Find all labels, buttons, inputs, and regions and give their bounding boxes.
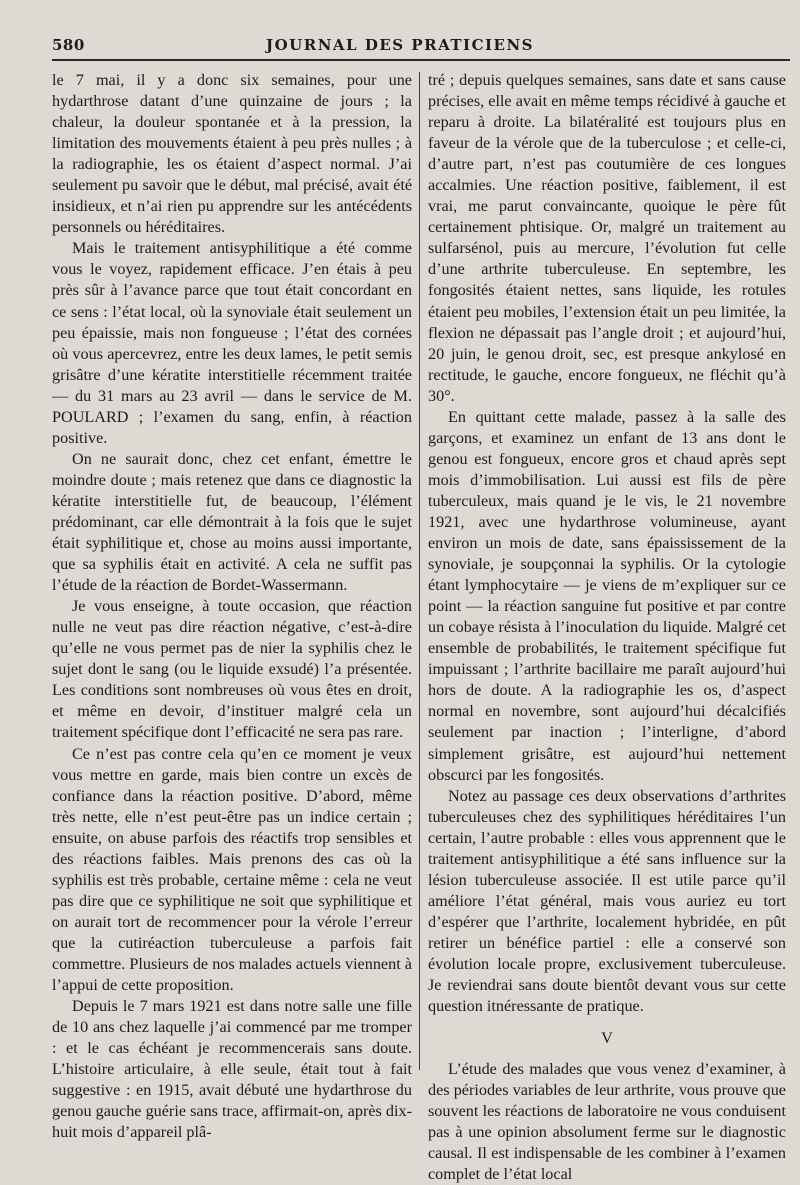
- paragraph: le 7 mai, il y a donc six semaines, pour une hydarthrose datant d’une quinzaine de jours ; la chaleur, la douleur spontanée et à la pression, la limitation des mouvements étaient à peu près nulles ; à la radiographie, les os étaient d’aspect normal. J’ai seulement pu savoir que le début, mal précisé, avait été insidieux, et n’ai rien pu apprendre sur les antécédents personnels ou héréditaires.: [52, 71, 412, 237]
- paragraph: Notez au passage ces deux observations d’arthrites tuberculeuses chez des syphilitiques héréditaires l’un certain, l’autre probable : elles vous apprennent que le traitement antisyphilitique a été sans influence sur la lésion tuberculeuse associée. Il est utile parce qu’il améliore l’état général, mais vous auriez eu tort d’espérer que l’arthrite, localement hybridée, en pût retirer un bénéfice partiel : elle a conservé son évolution locale propre, exclusivement tuberculeuse. Je reviendrai sans doute bientôt devant vous sur cette question itnéressante de pratique.: [428, 786, 786, 1016]
- header-rule: [52, 59, 790, 61]
- paragraph: En quittant cette malade, passez à la salle des garçons, et examinez un enfant de 13 ans dont le genou est fongueux, encore gros et chaud après sept mois d’immobilisation. Lui aussi est fils de père tuberculeux, mais quand je le vis, le 21 novembre 1921, avec une hydarthrose volumineuse, ayant environ un mois de date, sans épaississement de la synoviale, je soupçonnai la syphilis. Or la cytologie étant lymphocytaire — je viens de m’expliquer sur ce point — la réaction sanguine fut positive et par contre un cobaye résista à l’inoculation du liquide. Malgré cet ensemble de probabilités, le traitement spécifique fut impuissant ; l’arthrite bacillaire me paraît aujourd’hui hors de doute. A la radiographie les os, d’aspect normal en novembre, sont aujourd’hui décalcifiés seulement par inaction ; l’interligne, d’abord simplement grisâtre, est aujourd’hui nettement obscurci par les fongosités.: [428, 407, 786, 784]
- running-title: JOURNAL DES PRATICIENS: [266, 36, 534, 54]
- column-divider: [419, 72, 420, 1070]
- section-numeral: V: [601, 1029, 613, 1048]
- paragraph: On ne saurait donc, chez cet enfant, émettre le moindre doute ; mais retenez que dans ce diagnostic la kératite interstitielle fut, de beaucoup, l’élément prédominant, car elle démontrait à la fois que le sujet était syphilitique et, chose au moins aussi importante, que sa syphilis était en activité. A cela ne suffit pas l’étude de la réaction de Bordet-Wassermann.: [52, 449, 412, 595]
- paragraph: Mais le traitement antisyphilitique a été comme vous le voyez, rapidement efficace. J’en étais à peu près sûr à l’avance parce que tout était concordant en ce sens : l’état local, où la synoviale était seulement un peu épaissie, mais non fongueuse ; l’état des cornées où vous apercevrez, entre les deux lames, le petit semis grisâtre d’une kératite interstitielle récemment traitée — du 31 mars au 23 avril — dans le service de M. POULARD ; l’examen du sang, enfin, à réaction positive.: [52, 239, 412, 447]
- page-number: 580: [52, 36, 85, 54]
- paragraph: Ce n’est pas contre cela qu’en ce moment je veux vous mettre en garde, mais bien contre un excès de confiance dans la réaction positive. D’abord, même très nette, elle n’est peut-être pas un indice certain ; ensuite, on abuse parfois des réactifs trop sensibles et des réactions faibles. Mais prenons des cas où la syphilis est très probable, certaine même : cela ne veut pas dire que ce syphilitique ne soit que syphilitique et on aurait tort de recommencer pour la vérole l’erreur que la cutiréaction tuberculeuse a parfois fait commettre. Plusieurs de nos malades actuels viennent à l’appui de cette proposition.: [52, 744, 412, 995]
- left-column: [52, 70, 412, 1142]
- page-header: [0, 0, 800, 62]
- paragraph: L’étude des malades que vous venez d’examiner, à des périodes variables de leur arthrite, vous prouve que souvent les réactions de laboratoire ne vous conduisent pas à une opinion absolument ferme sur le diagnostic causal. Il est indispensable de les combiner à l’examen complet de l’état local: [428, 1060, 786, 1184]
- paragraph: tré ; depuis quelques semaines, sans date et sans cause précises, elle avait en même temps récidivé à gauche et reparu à droite. La bilatéralité est toujours plus en faveur de la vérole que de la tuberculose ; et celle-ci, d’autre part, n’est pas coutumière de ces longues accalmies. Une réaction positive, faiblement, il est vrai, me parut convaincante, quoique le père fût certainement phtisique. Or, malgré un traitement au sulfarsénol, puis au mercure, l’évolution fut celle d’une arthrite tuberculeuse. En septembre, les fongosités étaient nettes, sans liquide, les rotules étaient peu mobiles, l’extension était un peu limitée, la flexion ne dépassait pas l’angle droit ; et aujourd’hui, 20 juin, le genou droit, sec, est presque ankylosé en rectitude, le gauche, encore fongueux, ne fléchit qu’à 30°.: [428, 71, 786, 405]
- paragraph: Depuis le 7 mars 1921 est dans notre salle une fille de 10 ans chez laquelle j’ai commencé par me tromper : et le cas échéant je recommencerais sans doute. L’histoire articulaire, à elle seule, était tout à fait suggestive : en 1915, avait débuté une hydarthrose du genou gauche guérie sans trace, affirmait-on, après dix-huit mois d’appareil plâ-: [52, 997, 412, 1142]
- paragraph: Je vous enseigne, à toute occasion, que réaction nulle ne veut pas dire réaction négative, c’est-à-dire qu’elle ne vous permet pas de nier la syphilis chez le sujet dont le sang (ou le liquide exsudé) l’a présentée. Les conditions sont nombreuses où vous êtes en droit, et même en devoir, d’instituer malgré cela un traitement spécifique dont l’efficacité ne sera pas rare.: [52, 597, 412, 742]
- right-column: [428, 70, 786, 1184]
